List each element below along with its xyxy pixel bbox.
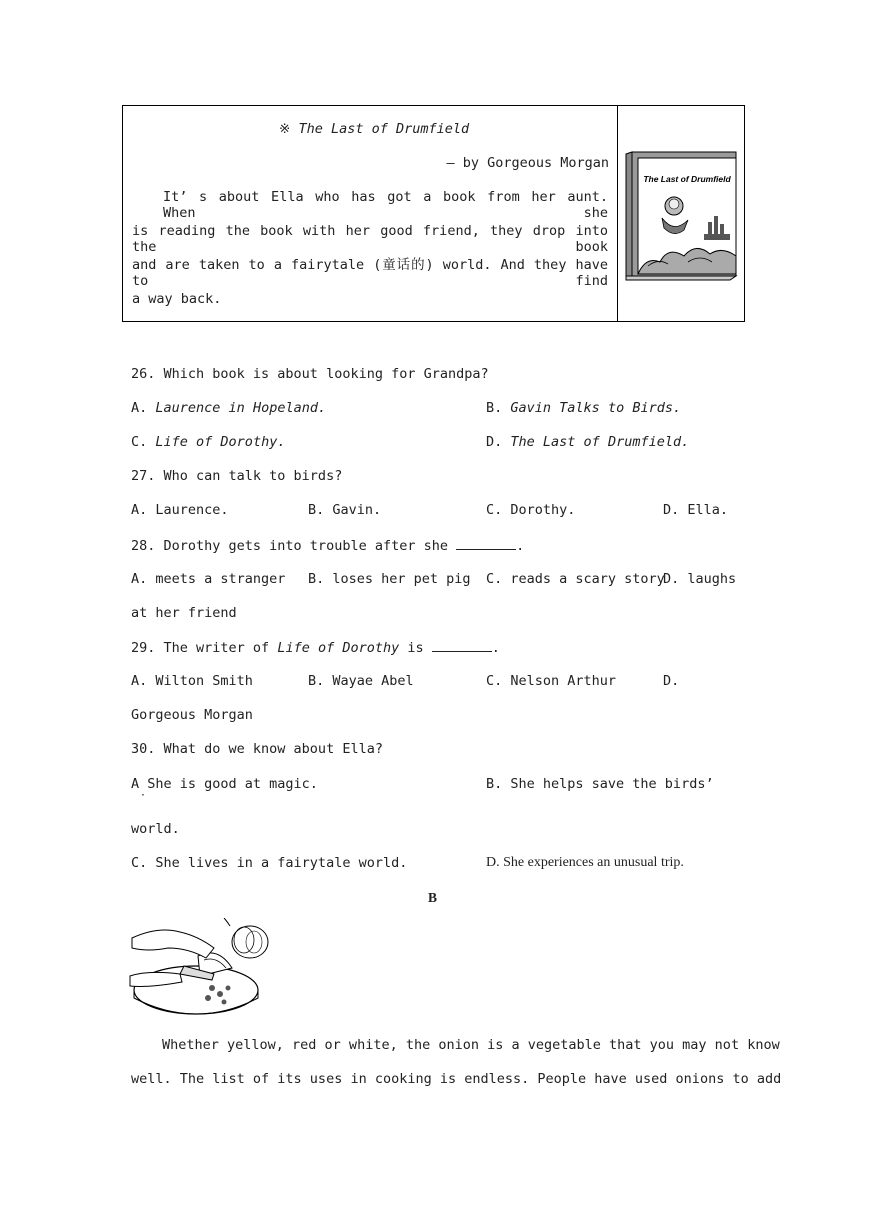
answer-blank: [432, 639, 492, 652]
q28-option-c: C. reads a scary story: [486, 571, 665, 587]
q29-option-a: A. Wilton Smith: [131, 673, 253, 689]
q27-option-b: B. Gavin.: [308, 502, 382, 518]
q30-option-d: D. She experiences an unusual trip.: [486, 855, 684, 870]
book-cover-image: [618, 106, 745, 321]
q28-option-d: D. laughs: [663, 571, 737, 587]
q28-stem: 28. Dorothy gets into trouble after she .: [131, 538, 525, 554]
q27-option-d: D. Ella.: [663, 502, 729, 518]
q29-option-b: B. Wayae Abel: [308, 673, 414, 689]
q29-option-c: C. Nelson Arthur: [486, 673, 617, 689]
passage-b-line-2: well. The list of its uses in cooking is endless. People have used onions to add: [131, 1071, 782, 1087]
q28-option-d-continued: at her friend: [131, 605, 237, 621]
q26-stem: 26. Which book is about looking for Grandpa?: [131, 366, 489, 382]
dot-mark: ·: [140, 790, 147, 801]
passage-b-line-1: Whether yellow, red or white, the onion is a vegetable that you may not know: [162, 1037, 780, 1053]
answer-blank: [456, 537, 516, 550]
onion-cutting-image: [128, 918, 273, 1018]
q30-option-b-continued: world.: [131, 821, 180, 837]
q26-option-d: D. The Last of Drumfield.: [486, 434, 690, 450]
q29-option-d-continued: Gorgeous Morgan: [131, 707, 253, 723]
q30-option-b: B. She helps save the birds’: [486, 776, 714, 792]
book-title-line: [279, 121, 469, 137]
q26-option-a: A. Laurence in Hopeland.: [131, 400, 327, 416]
q26-option-c: C. Life of Dorothy.: [131, 434, 286, 450]
q30-option-c: C. She lives in a fairytale world.: [131, 855, 408, 871]
title-symbol: ※: [279, 121, 291, 137]
q28-option-a: A. meets a stranger: [131, 571, 286, 587]
q29-stem: 29. The writer of Life of Dorothy is .: [131, 640, 500, 656]
section-b-heading: B: [428, 890, 438, 905]
q27-option-a: A. Laurence.: [131, 502, 229, 518]
book-title: The Last of Drumfield: [298, 121, 470, 137]
book-info-box: [122, 105, 745, 322]
q27-option-c: C. Dorothy.: [486, 502, 576, 518]
book-line-2: is reading the book with her good friend, they drop into the book: [132, 223, 608, 255]
q29-option-d: D.: [663, 673, 680, 689]
book-line-4: a way back.: [132, 291, 222, 307]
book-author: — by Gorgeous Morgan: [446, 155, 609, 171]
book-line-1: It’ s about Ella who has got a book from her aunt. When she: [163, 189, 608, 221]
q26-option-b: B. Gavin Talks to Birds.: [486, 400, 682, 416]
q30-stem: 30. What do we know about Ella?: [131, 741, 383, 757]
book-description: [123, 106, 618, 321]
q30-option-a: A She is good at magic.: [131, 776, 318, 792]
q28-option-b: B. loses her pet pig: [308, 571, 471, 587]
q27-stem: 27. Who can talk to birds?: [131, 468, 343, 484]
book-line-3: and are taken to a fairytale (童话的) world. And they have to find: [132, 257, 608, 289]
cover-title: The Last of Drumfield: [643, 174, 731, 184]
